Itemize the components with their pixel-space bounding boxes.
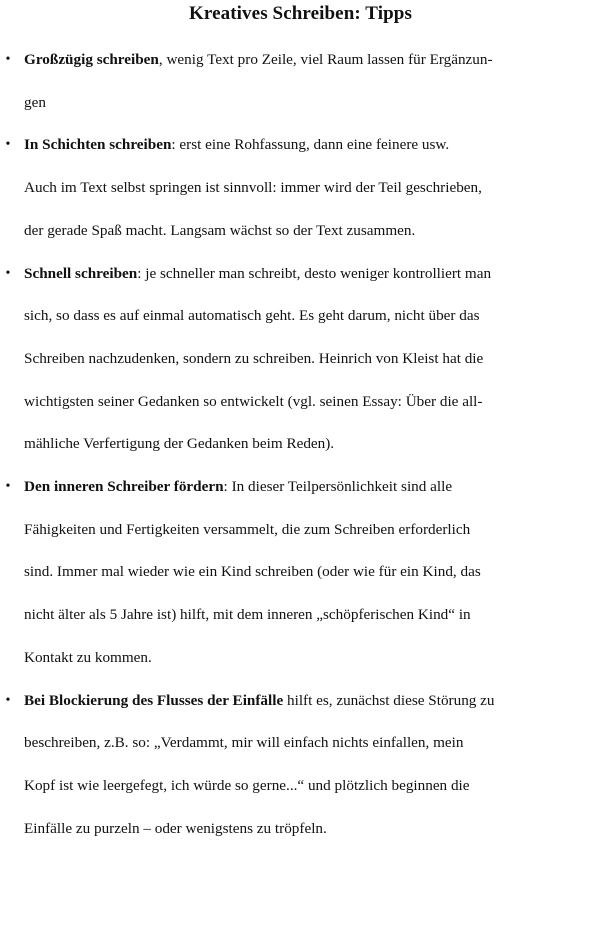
tip-line: nicht älter als 5 Jahre ist) hilft, mit dem inneren „schöpferischen Kind“ in: [24, 606, 471, 624]
tip-line: Auch im Text selbst springen ist sinnvoll: immer wird der Teil geschrieben,: [24, 179, 482, 197]
bullet-icon: •: [5, 479, 11, 495]
tip-line: [24, 466, 599, 509]
tip-text: , wenig Text pro Zeile, viel Raum lassen für Ergänzun-: [158, 51, 493, 68]
tip-line: Kopf ist wie leergefegt, ich würde so gerne...“ und plötzlich beginnen die: [24, 776, 470, 794]
bullet-icon: •: [5, 52, 11, 67]
tip-lead: Den inneren Schreiber fördern: [24, 478, 224, 496]
tip-line: Schreiben nachzudenken, sondern zu schreiben. Heinrich von Kleist hat die: [24, 349, 484, 367]
tip-list-item: [0, 680, 601, 851]
tip-line: Fähigkeiten und Fertigkeiten versammelt, die zum Schreiben erforderlich: [24, 520, 471, 538]
tip-line: mähliche Verfertigung der Gedanken beim Reden).: [24, 435, 335, 453]
tip-text: : erst eine Rohfassung, dann eine feinere usw.: [171, 136, 450, 154]
tip-text: hilft es, zunächst diese Störung zu: [283, 691, 495, 709]
tip-list-item: [0, 253, 601, 467]
tip-list-item: [0, 124, 601, 252]
tip-lead: Bei Blockierung des Flusses der Einfälle: [24, 691, 284, 709]
page-title: Kreatives Schreiben: Tipps: [189, 3, 412, 24]
tip-line: gen: [24, 93, 46, 111]
tip-line: sind. Immer mal wieder wie ein Kind schreiben (oder wie für ein Kind, das: [24, 563, 481, 581]
bullet-icon: •: [5, 692, 11, 708]
tip-text: : je schneller man schreibt, desto weniger kontrolliert man: [137, 264, 492, 282]
tip-list-item: [0, 466, 601, 680]
tip-line: [24, 39, 599, 82]
tip-line: Kontakt zu kommen.: [24, 648, 152, 666]
tip-line: der gerade Spaß macht. Langsam wächst so der Text zusammen.: [24, 221, 416, 239]
tip-line: Einfälle zu purzeln – oder wenigstens zu tröpfeln.: [24, 819, 327, 837]
tip-line: [24, 124, 599, 167]
tip-list-item: [0, 39, 601, 124]
tip-line: [24, 253, 599, 296]
tip-line: beschreiben, z.B. so: „Verdammt, mir will einfach nichts einfallen, mein: [24, 734, 464, 752]
tip-lead: Schnell schreiben: [24, 264, 138, 282]
bullet-icon: •: [5, 265, 11, 281]
tips-list: [0, 39, 601, 850]
tip-lead: Großzügig schreiben: [24, 51, 159, 68]
tip-text: : In dieser Teilpersönlichkeit sind alle: [223, 478, 453, 496]
bullet-icon: •: [5, 137, 11, 153]
tip-line: [24, 680, 599, 723]
tip-lead: In Schichten schreiben: [24, 136, 172, 154]
tip-line: wichtigsten seiner Gedanken so entwickelt (vgl. seinen Essay: Über die all-: [24, 392, 483, 410]
tip-line: sich, so dass es auf einmal automatisch geht. Es geht darum, nicht über das: [24, 307, 480, 325]
